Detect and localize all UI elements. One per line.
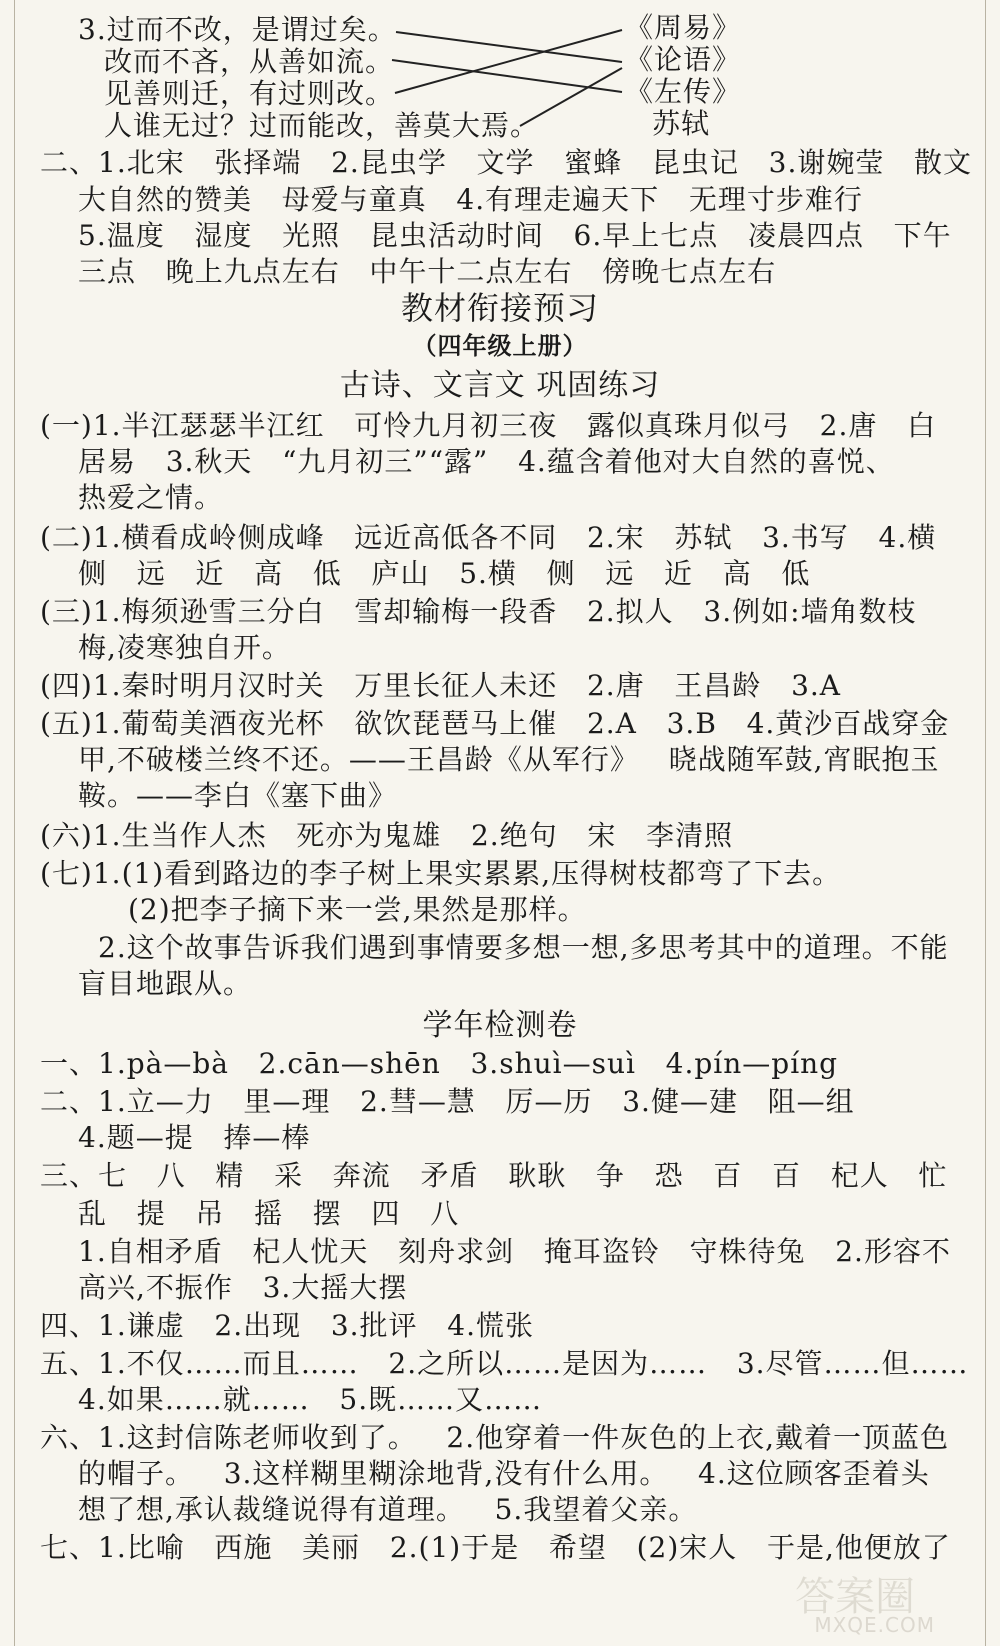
matching-right-4: 苏轼 <box>652 107 711 140</box>
exam-line-9: 五、1.不仅……而且…… 2.之所以……是因为…… 3.尽管……但…… <box>40 1347 969 1380</box>
exam-line-13: 想了想,承认裁缝说得有道理。 5.我望着父亲。 <box>78 1493 698 1526</box>
matching-lines <box>0 0 1000 150</box>
exam-line-11: 六、1.这封信陈老师收到了。 2.他穿着一件灰色的上衣,戴着一顶蓝色 <box>40 1421 950 1454</box>
section-title-annual-test: 学年检测卷 <box>422 1008 578 1043</box>
matching-left-1: 3.过而不改，是谓过矣。 <box>78 13 397 46</box>
watermark-url: MXQE.COM <box>814 1613 935 1637</box>
poem-line-14: (2)把李子摘下来一尝,果然是那样。 <box>128 893 587 926</box>
matching-right-2: 《论语》 <box>625 43 742 76</box>
watermark <box>705 1565 945 1645</box>
poem-line-9: (五)1.葡萄美酒夜光杯 欲饮琵琶马上催 2.A 3.B 4.黄沙百战穿金 <box>40 707 950 740</box>
match-line-4 <box>520 68 622 126</box>
matching-left-4: 人谁无过？过而能改，善莫大焉。 <box>104 109 540 142</box>
exam-line-6: 1.自相矛盾 杞人忧天 刻舟求剑 掩耳盗铃 守株待兔 2.形容不 <box>78 1235 951 1268</box>
poem-line-3: 热爱之情。 <box>78 481 224 514</box>
left-margin-line <box>14 0 15 1646</box>
poem-line-12: (六)1.生当作人杰 死亦为鬼雄 2.绝句 宋 李清照 <box>40 819 734 852</box>
poem-line-13: (七)1.(1)看到路边的李子树上果实累累,压得树枝都弯了下去。 <box>40 857 842 890</box>
poem-line-4: (二)1.横看成岭侧成峰 远近高低各不同 2.宋 苏轼 3.书写 4.横 <box>40 521 937 554</box>
poem-line-15: 2.这个故事告诉我们遇到事情要多想一想,多思考其中的道理。不能 <box>98 931 949 964</box>
poem-line-10: 甲,不破楼兰终不还。——王昌龄《从军行》 晓战随军鼓,宵眠抱玉 <box>78 743 940 776</box>
poem-line-6: (三)1.梅须逊雪三分白 雪却输梅一段香 2.拟人 3.例如:墙角数枝 <box>40 595 917 628</box>
right-margin-line <box>985 0 986 1646</box>
section-title-poems: 古诗、文言文 巩固练习 <box>339 368 661 403</box>
section-title-textbook-preview: 教材衔接预习 <box>400 289 599 327</box>
exam-line-10: 4.如果……就…… 5.既……又…… <box>78 1383 543 1416</box>
match-line-3 <box>395 30 622 93</box>
exam-line-2: 二、1.立—力 里—理 2.彗—慧 厉—历 3.健—建 阻—组 <box>40 1085 855 1118</box>
exam-line-5: 乱 提 吊 摇 摆 四 八 <box>78 1197 460 1230</box>
poem-line-5: 侧 远 近 高 低 庐山 5.横 侧 远 近 高 低 <box>78 557 811 590</box>
matching-right-3: 《左传》 <box>625 75 742 108</box>
part2-line-2: 大自然的赞美 母爱与童真 4.有理走遍天下 无理寸步难行 <box>78 183 863 216</box>
exam-line-1: 一、1.pà—bà 2.cān—shēn 3.shuì—suì 4.pín—píng <box>40 1047 839 1080</box>
poem-line-11: 鞍。——李白《塞下曲》 <box>78 779 398 812</box>
part2-line-1: 二、1.北宋 张择端 2.昆虫学 文学 蜜蜂 昆虫记 3.谢婉莹 散文 <box>40 146 973 179</box>
match-line-1 <box>396 32 622 62</box>
matching-left-2: 改而不吝，从善如流。 <box>104 45 395 78</box>
exam-line-7: 高兴,不振作 3.大摇大摆 <box>78 1271 408 1304</box>
exam-line-12: 的帽子。 3.这样糊里糊涂地背,没有什么用。 4.这位顾客歪着头 <box>78 1457 930 1490</box>
exam-line-8: 四、1.谦虚 2.出现 3.批评 4.慌张 <box>40 1309 534 1342</box>
exam-line-3: 4.题—提 捧—棒 <box>78 1121 311 1154</box>
poem-line-16: 盲目地跟从。 <box>78 967 253 1000</box>
poem-line-2: 居易 3.秋天 “九月初三”“露” 4.蕴含着他对大自然的喜悦、 <box>78 445 895 478</box>
exam-line-14: 七、1.比喻 西施 美丽 2.(1)于是 希望 (2)宋人 于是,他便放了 <box>40 1531 951 1564</box>
part2-line-3: 5.温度 湿度 光照 昆虫活动时间 6.早上七点 凌晨四点 下午 <box>78 219 952 252</box>
part2-line-4: 三点 晚上九点左右 中午十二点左右 傍晚七点左右 <box>78 255 777 288</box>
matching-left-3: 见善则迁，有过则改。 <box>104 77 395 110</box>
watermark-text: 答案圈 <box>795 1574 915 1620</box>
section-subtitle-grade: （四年级上册） <box>412 331 588 360</box>
poem-line-1: (一)1.半江瑟瑟半江红 可怜九月初三夜 露似真珠月似弓 2.唐 白 <box>40 409 937 442</box>
poem-line-7: 梅,凌寒独自开。 <box>78 631 291 664</box>
poem-line-8: (四)1.秦时明月汉时关 万里长征人未还 2.唐 王昌龄 3.A <box>40 669 842 702</box>
exam-line-4: 三、七 八 精 采 奔流 矛盾 耿耿 争 恐 百 百 杞人 忙 <box>40 1159 948 1192</box>
matching-right-1: 《周易》 <box>625 11 742 44</box>
